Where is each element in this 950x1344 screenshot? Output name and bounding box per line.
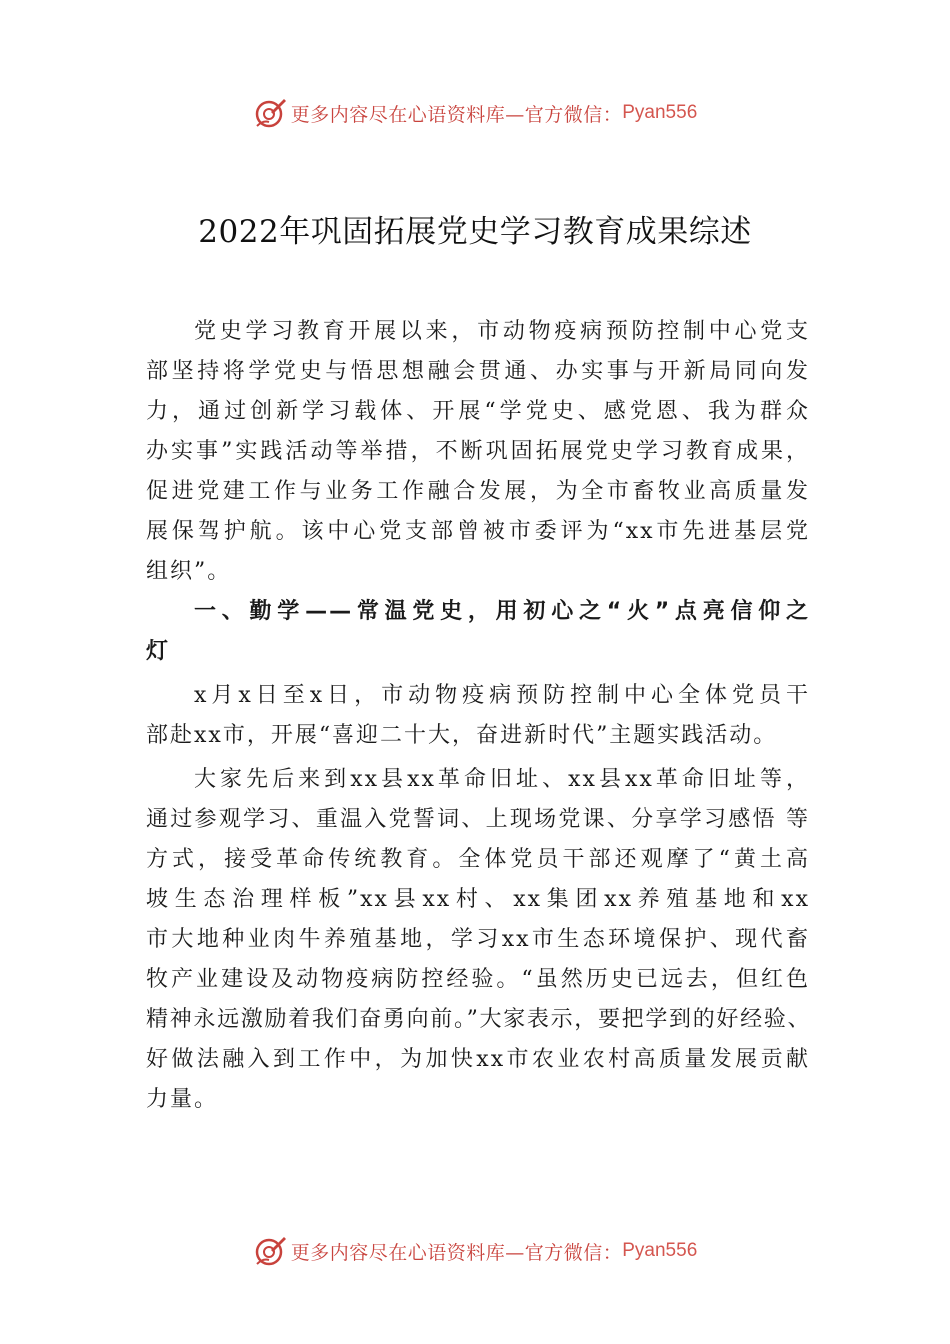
heading-line: 灯 [146, 639, 171, 664]
text-line: 市大地种业肉牛养殖基地，学习xx市生态环境保护、现代畜 [146, 927, 810, 952]
paragraph-visits [146, 760, 810, 1120]
watermark-text: 更多内容尽在心语资料库—官方微信： [290, 103, 623, 126]
document-body [146, 312, 810, 1120]
watermark-handle: Pyan556 [622, 102, 698, 123]
text-line: 部赴xx市，开展“喜迎二十大，奋进新时代”主题实践活动。 [146, 723, 778, 748]
heading-line: 一、勤学——常温党史，用初心之“火”点亮信仰之 [194, 599, 810, 624]
text-line: 方式，接受革命传统教育。全体党员干部还观摩了“黄土高 [146, 847, 810, 872]
text-line: 展保驾护航。该中心党支部曾被市委评为“xx市先进基层党 [146, 519, 810, 544]
text-line: 力，通过创新学习载体、开展“学党史、感党恩、我为群众 [146, 399, 810, 424]
text-line: 大家先后来到xx县xx革命旧址、xx县xx革命旧址等， [194, 767, 810, 792]
text-line: 促进党建工作与业务工作融合发展，为全市畜牧业高质量发 [146, 479, 810, 504]
text-line: 党史学习教育开展以来，市动物疫病预防控制中心党支 [194, 319, 810, 344]
pen-logo-icon [253, 96, 287, 130]
text-line: 办实事”实践活动等举措，不断巩固拓展党史学习教育成果， [146, 439, 810, 464]
watermark-header [0, 96, 950, 130]
text-line: 好做法融入到工作中，为加快xx市农业农村高质量发展贡献 [146, 1047, 810, 1072]
text-line: 部坚持将学党史与悟思想融会贯通、办实事与开新局同向发 [146, 359, 810, 384]
text-line: x月x日至x日，市动物疫病预防控制中心全体党员干 [194, 683, 810, 708]
pen-logo-icon [253, 1234, 287, 1268]
document-title: 2022年巩固拓展党史学习教育成果综述 [198, 214, 752, 250]
text-line: 力量。 [146, 1087, 219, 1112]
text-line: 坡生态治理样板”xx县xx村、xx集团xx养殖基地和xx [146, 887, 810, 912]
watermark-text: 更多内容尽在心语资料库—官方微信： [290, 1241, 623, 1264]
paragraph-intro [146, 312, 810, 592]
watermark-footer [0, 1234, 950, 1268]
section-heading [146, 592, 810, 672]
text-line: 牧产业建设及动物疫病防控经验。“虽然历史已远去，但红色 [146, 967, 810, 992]
text-line: 组织”。 [146, 559, 232, 584]
text-line: 精神永远激励着我们奋勇向前。”大家表示，要把学到的好经验、 [146, 1007, 810, 1032]
text-line: 通过参观学习、重温入党誓词、上现场党课、分享学习感悟 等 [146, 807, 810, 832]
watermark-handle: Pyan556 [622, 1240, 698, 1261]
paragraph-activity [146, 676, 810, 756]
